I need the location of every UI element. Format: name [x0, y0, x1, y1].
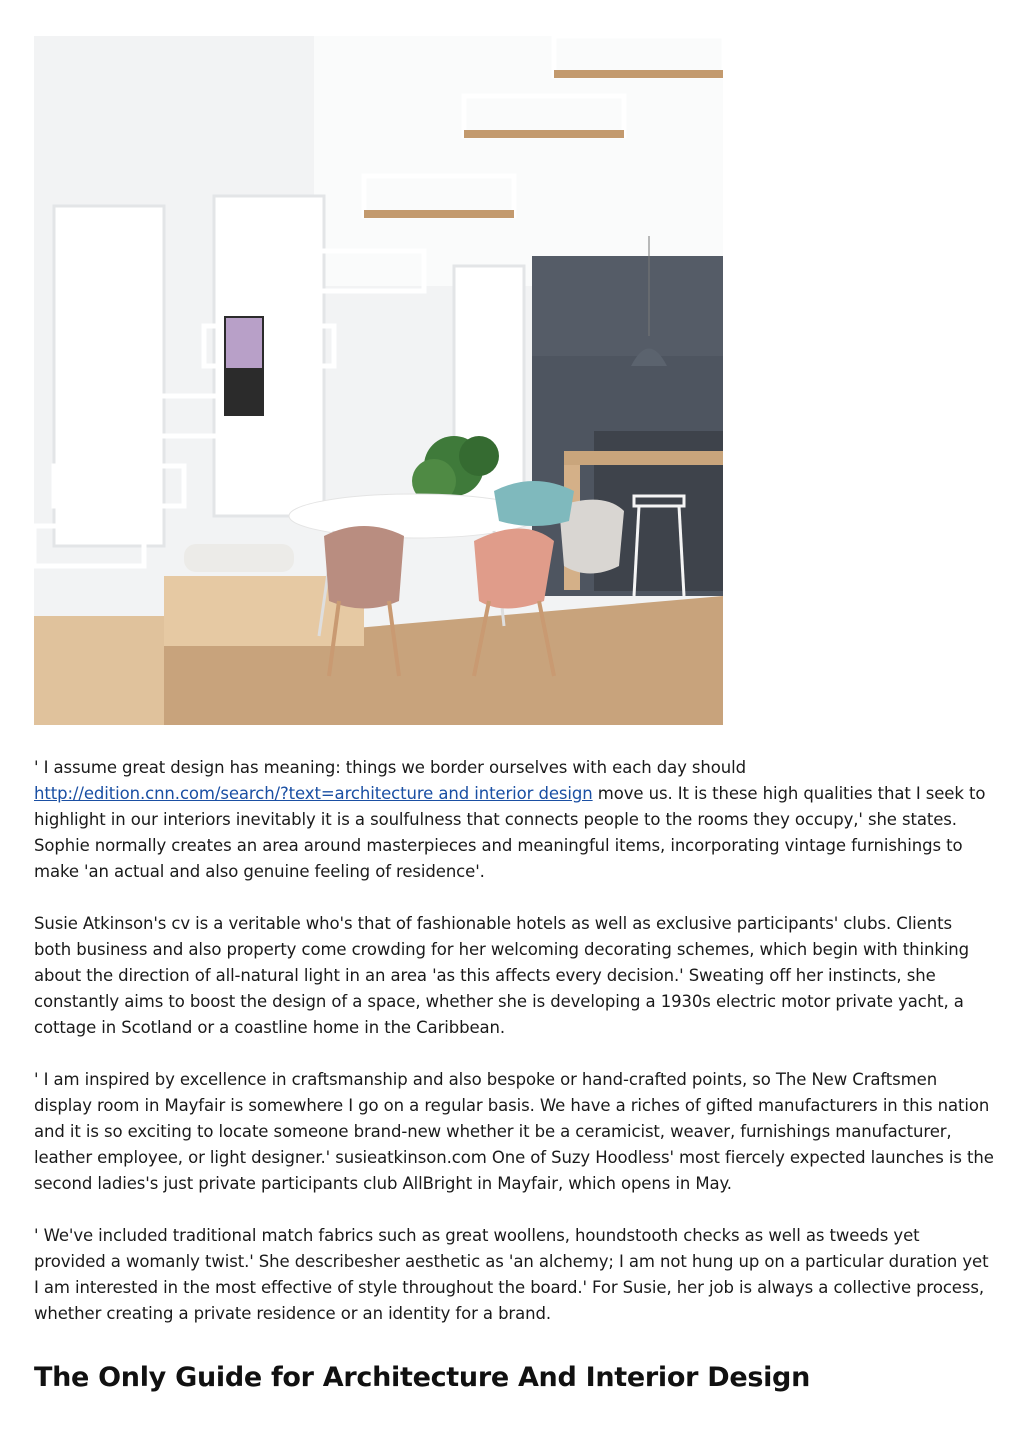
- paragraph-2: Susie Atkinson's cv is a veritable who's that of fashionable hotels as well as exclusive participants' clubs. Clients both business and also property come crowding for her welcoming decorating schemes, which begin with thinking about the direction of all-natural light in an area 'as this affects every decision.' Sweating off her instincts, she constantly aims to boost the design of a space, whether she is developing a 1930s electric motor private yacht, a cottage in Scotland or a coastline home in the Caribbean.: [34, 914, 970, 1037]
- paragraph-3: ' I am inspired by excellence in craftsmanship and also bespoke or hand-crafted points, so The New Craftsmen display room in Mayfair is somewhere I go on a regular basis. We have a riches of gifted manufacturers in this nation and it is so exciting to locate someone brand-new whether it be a ceramicist, weaver, furnishings manufacturer, leather employee, or light designer.' susieatkinson.com One of Suzy Hoodless' most fiercely expected launches is the second ladies's just private participants club AllBright in Mayfair, which opens in May.: [34, 1070, 994, 1193]
- interior-illustration: [34, 36, 723, 725]
- paragraph-4: ' We've included traditional match fabrics such as great woollens, houndstooth checks as well as tweeds yet provided a womanly twist.' She describesher aesthetic as 'an alchemy; I am not hung up on a particular duration yet I am interested in the most effective of style throughout the board.' For Susie, her job is always a collective process, whether creating a private residence or an identity for a brand.: [34, 1226, 989, 1323]
- section-heading: The Only Guide for Architecture And Interior Design: [34, 1362, 811, 1393]
- article-body: [34, 755, 994, 1353]
- paragraph-1: [34, 755, 994, 885]
- cnn-search-link[interactable]: http://edition.cnn.com/search/?text=architecture and interior design: [34, 784, 593, 803]
- p1-text-end: move us. It is these high qualities that I seek to highlight in our interiors inevitably it is a soulfulness that connects people to the rooms they occupy,' she states. Sophie normally creates an area around masterpieces and meaningful items, incorporating vintage furnishings to make 'an actual and also genuine feeling of residence'.: [34, 784, 986, 881]
- interior-photo: [34, 36, 723, 725]
- p1-text-start: ' I assume great design has meaning: things we border ourselves with each day should: [34, 758, 746, 777]
